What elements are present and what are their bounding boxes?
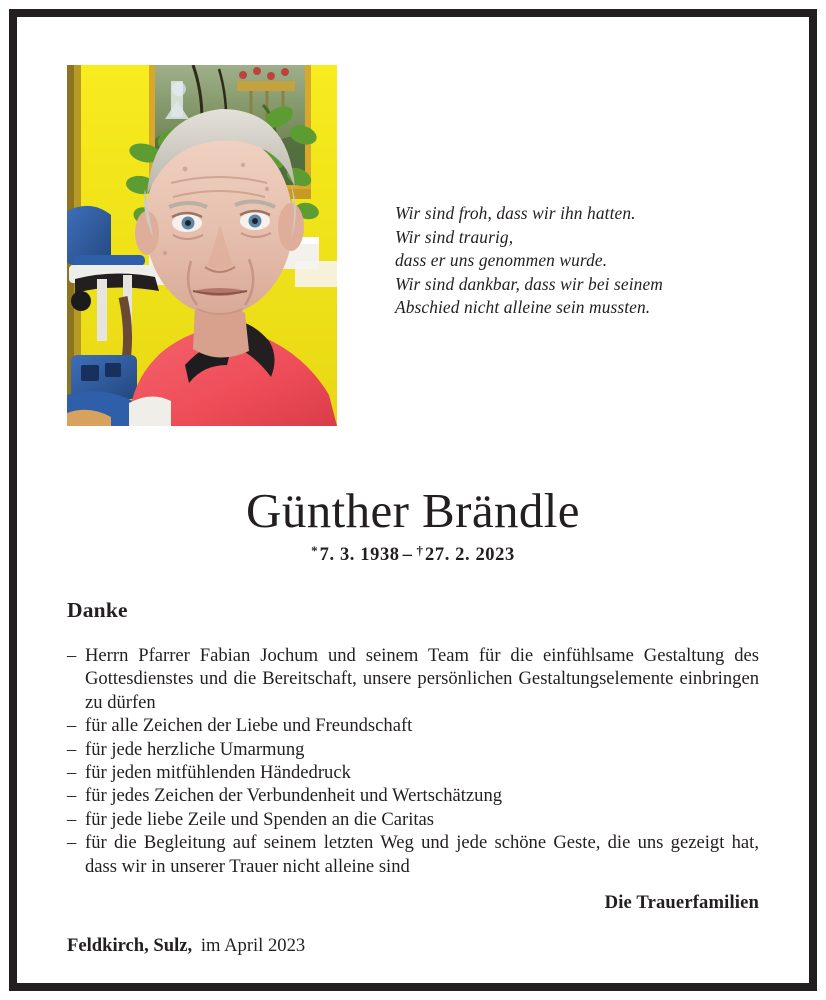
bullet-dash: – xyxy=(67,645,77,666)
portrait-photo-image xyxy=(67,65,337,426)
list-item xyxy=(67,644,759,714)
list-item xyxy=(67,738,759,761)
list-item-text: für die Begleitung auf seinem letzten Weg und jede schöne Geste, die uns gezeigt hat, dass wir in unserer Trauer nicht alleine sind xyxy=(85,832,759,877)
bullet-dash: – xyxy=(67,808,77,830)
thanks-heading: Danke xyxy=(67,598,128,622)
quote-line: Wir sind froh, dass wir ihn hatten. xyxy=(395,203,636,223)
bullet-dash: – xyxy=(67,738,77,760)
signature-line: Die Trauerfamilien xyxy=(604,892,759,913)
quote-line: Wir sind traurig, xyxy=(395,226,514,247)
date-text: im April 2023 xyxy=(200,935,306,956)
death-symbol: † xyxy=(416,543,423,558)
bullet-dash: – xyxy=(67,832,77,854)
list-item-text: für alle Zeichen der Liebe und Freundschaft xyxy=(85,715,413,737)
date-separator: – xyxy=(402,545,413,565)
portrait-photo xyxy=(67,65,337,426)
place-text: Feldkirch, Sulz, xyxy=(67,935,193,956)
list-item-text: für jeden mitfühlenden Händedruck xyxy=(85,762,351,784)
thanks-list xyxy=(67,644,759,878)
bullet-dash: – xyxy=(67,762,77,784)
list-item-text: für jede herzliche Umarmung xyxy=(85,738,305,760)
list-item xyxy=(67,714,759,737)
list-item xyxy=(67,808,759,831)
place-and-date xyxy=(67,935,305,957)
quote-line: dass er uns genommen wurde. xyxy=(395,250,608,271)
quote-line: Abschied nicht alleine sein mussten. xyxy=(395,297,651,318)
list-item-text: Herrn Pfarrer Fabian Jochum und seinem Team für die einfühlsame Gestaltung des Gottesdienstes und die Bereitschaft, unsere persönlichen Gestaltungselemente einbringen zu dürfen xyxy=(85,645,759,713)
life-dates xyxy=(17,543,809,566)
memorial-quote xyxy=(395,202,787,320)
list-item-text: für jedes Zeichen der Verbundenheit und Wertschätzung xyxy=(85,785,503,807)
death-date: 27. 2. 2023 xyxy=(425,545,515,565)
deceased-identity xyxy=(17,483,809,566)
bullet-dash: – xyxy=(67,715,77,737)
bullet-dash: – xyxy=(67,785,77,807)
list-item xyxy=(67,761,759,784)
obituary-card-inner xyxy=(17,17,809,983)
list-item xyxy=(67,831,759,878)
deceased-name: Günther Brändle xyxy=(246,483,580,538)
quote-line: Wir sind dankbar, dass wir bei seinem xyxy=(395,273,663,294)
obituary-card xyxy=(9,9,817,991)
birth-date: 7. 3. 1938 xyxy=(319,545,400,565)
list-item-text: für jede liebe Zeile und Spenden an die Caritas xyxy=(85,808,435,830)
list-item xyxy=(67,784,759,807)
birth-symbol: * xyxy=(311,543,318,558)
